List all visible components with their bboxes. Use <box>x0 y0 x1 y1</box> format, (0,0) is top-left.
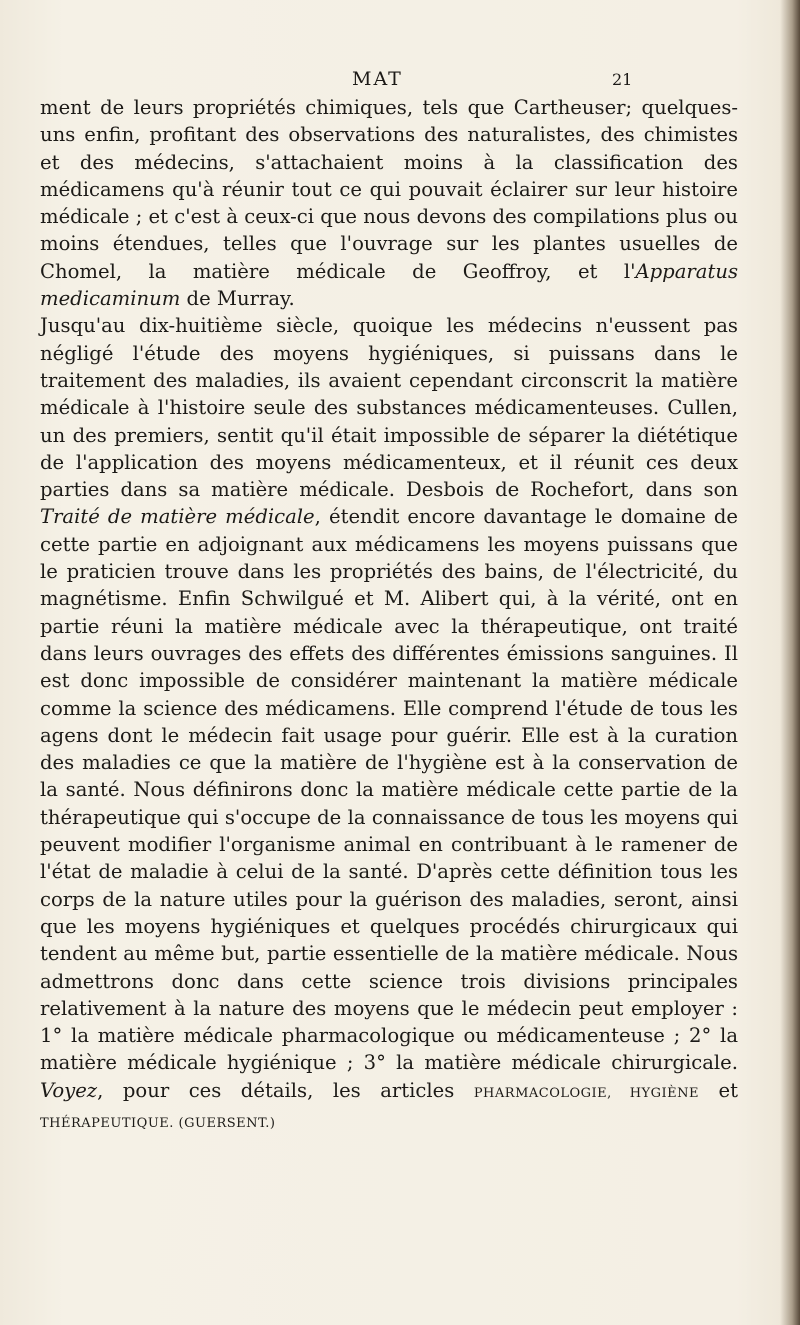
paragraph-2 <box>40 312 738 1137</box>
paragraph-1-text: ment de leurs propriétés chimiques, tels que Cartheuser; quelques-uns enfin, profitant des observations des naturalistes, des chimistes et des médecins, s'attachaient moins à la classification des médicamens qu'à réunir tout ce qui pouvait éclairer sur leur histoire médicale ; et c'est à ceux-ci que nous devons des compilations plus ou moins étendues, telles que l'ouvrage sur les plantes usuelles de Chomel, la matière médicale de Geoffroy, et l' <box>40 96 738 283</box>
book-title-apparatus: Apparatus medicaminum <box>40 259 738 311</box>
page-number: 21 <box>612 70 633 89</box>
paragraph-2-text: Jusqu'au dix-huitième siècle, quoique les médecins n'eussent pas négligé l'étude des moyens hygiéniques, si puissans dans le traitement des maladies, ils avaient cependant circonscrit la matière médicale à l'histoire seule des substances médicamenteuses. Cullen, un des premiers, sentit qu'il était impossible de séparer la diététique de l'application des moyens médicamenteux, et il réunit ces deux parties dans sa matière médicale. Desbois de Rochefort, dans son <box>40 314 738 502</box>
paragraph-1-end: de Murray. <box>180 287 295 311</box>
voyez-reference: Voyez <box>40 1078 98 1102</box>
author-signature: (GUERSENT.) <box>173 1115 276 1131</box>
book-title-traite: Traité de matière médicale <box>40 505 315 529</box>
body-text <box>40 94 738 1137</box>
paragraph-1 <box>40 94 738 312</box>
paragraph-2-body: , étendit encore davantage le domaine de cette partie en adjoignant aux médicamens les moyens puissans que le praticien trouve dans les propriétés des bains, de l'électricité, du magnétisme. Enfin Schwilgué et M. Alibert qui, à la vérité, ont en partie réuni la matière médicale avec la thérapeutique, ont traité dans leurs ouvrages des effets des différentes émissions sanguines. Il est donc impossible de considérer maintenant la matière médicale comme la science des médicamens. Elle comprend l'étude de tous les agens dont le médecin fait usage pour guérir. Elle est à la curation des maladies ce que la matière de l'hygiène est à la conservation de la santé. Nous définirons donc la matière médicale cette partie de la thérapeutique qui s'occupe de la connaissance de tous les moyens qui peuvent modifier l'organisme animal en contribuant à le ramener de l'état de maladie à celui de la santé. D'après cette définition tous les corps de la nature utiles pour la guérison des maladies, seront, ainsi que les moyens hygiéniques et quelques procédés chirurgicaux qui tendent au même but, partie essentielle de la matière médicale. Nous admettrons donc dans cette science trois divisions principales relativement à la nature des moyens que le médecin peut employer : 1° la matière médicale pharmacologique ou médicamenteuse ; 2° la matière médicale hygiénique ; 3° la matière médicale chirurgicale. <box>40 505 738 1075</box>
article-names: PHARMACOLOGIE, HYGIÈNE <box>473 1085 700 1101</box>
running-head: MAT <box>352 68 403 90</box>
paragraph-2-articles: , pour ces détails, les articles <box>97 1078 474 1102</box>
page-edge-shadow <box>780 0 800 1325</box>
article-therapeutique: THÉRAPEUTIQUE. <box>40 1115 174 1131</box>
paragraph-2-et: et <box>699 1078 738 1102</box>
